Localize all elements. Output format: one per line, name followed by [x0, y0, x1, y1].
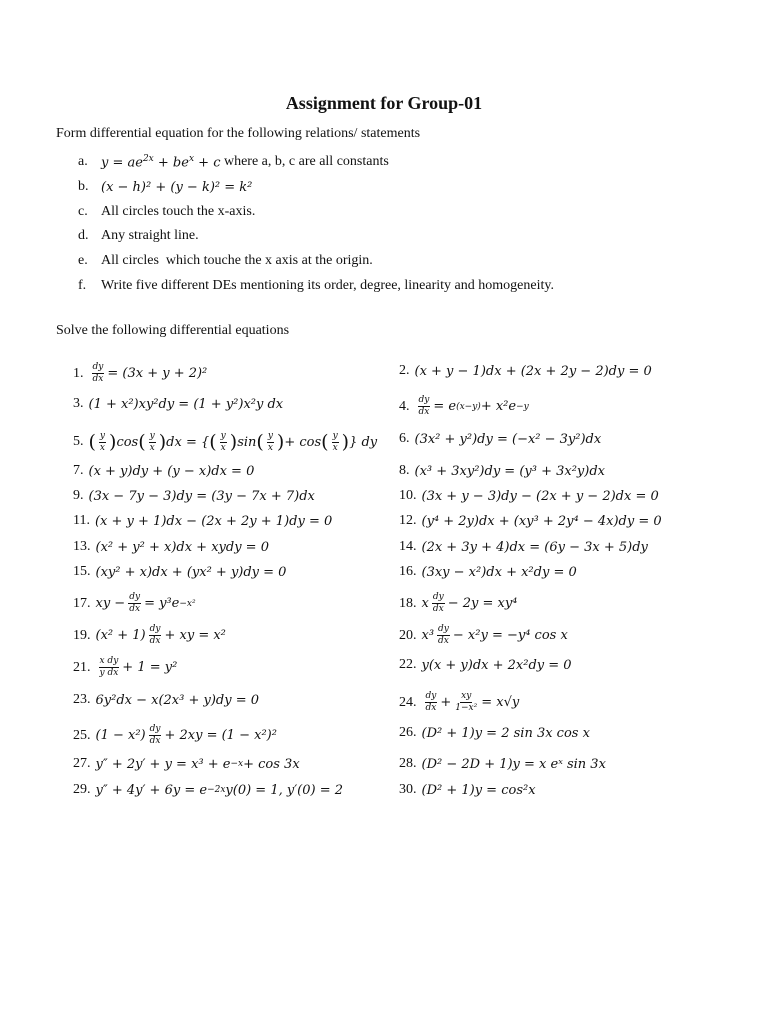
equation-item — [399, 657, 572, 673]
equation-expression: ( $\frac{y}{x}$ ) cos ( $\frac{y}{x}$ ) dx = { ( $\frac{y}{x}$ ) sin ( $\frac{y}{x}$ ) + cos ( $\frac{y}{x}$ ) } dy — [88, 430, 378, 453]
solve-intro: Solve the following differential equations — [56, 323, 290, 338]
relation-label: e. — [78, 253, 88, 269]
equation-number: 24. — [399, 694, 417, 710]
equation-item — [399, 396, 529, 417]
equation-number: 25. — [73, 727, 91, 743]
equation-item — [73, 488, 315, 504]
equation-number: 2. — [399, 363, 410, 378]
equation-expression: y″ + 2y′ + y = x³ + e −x + cos 3x — [95, 756, 300, 772]
equation-number: 8. — [399, 463, 410, 478]
relation-label: b. — [78, 179, 89, 195]
fraction: $\frac{y}{x}$ — [99, 430, 106, 453]
equation-item — [399, 692, 519, 713]
equation-number: 30. — [399, 782, 417, 797]
fraction: $\frac{xy}{\text{1−x²}}$ — [455, 691, 478, 713]
equation-number: 12. — [399, 513, 417, 528]
fraction: $\frac{dy}{dx}$ — [92, 362, 104, 384]
relation-math: (x − h)² + (y − k)² = k² — [101, 179, 253, 195]
equation-expression: (1 + x²)xy²dy = (1 + y²)x²y dx — [88, 396, 284, 412]
equation-item — [399, 488, 659, 504]
equation-item — [73, 396, 283, 412]
equation-item — [399, 363, 652, 379]
equation-item — [399, 431, 601, 447]
fraction: $\frac{y}{x}$ — [149, 430, 155, 453]
equation-expression: $\frac{dy}{dx}$ = (3x + y + 2)² — [92, 362, 208, 384]
relation-math: $y = ae^{2x} + be^x + c$ — [101, 154, 221, 171]
equation-item — [73, 564, 286, 580]
equation-number: 1. — [73, 365, 84, 381]
equation-item — [73, 725, 277, 746]
equation-item — [73, 625, 226, 646]
equation-number: 4. — [399, 398, 410, 414]
equation-expression: x³ $\frac{dy}{dx}$ − x²y = −y⁴ cos x — [421, 624, 568, 646]
equation-expression: (D² + 1)y = cos²x — [421, 782, 536, 798]
relation-text: All circles which touche the x axis at the origin. — [101, 253, 373, 269]
fraction: $\frac{y}{x}$ — [220, 430, 226, 453]
equation-number: 22. — [399, 657, 417, 672]
fraction: $\frac{dy}{dx}$ — [418, 395, 430, 417]
equation-expression: (x + y)dy + (y − x)dx = 0 — [88, 463, 255, 479]
equation-expression: $\frac{dy}{dx}$ + $\frac{xy}{\text{1−x²}}$ = x√y — [425, 691, 520, 713]
equation-number: 28. — [399, 756, 417, 771]
equation-item — [73, 782, 343, 798]
relation-label: d. — [78, 228, 89, 244]
equation-expression: (3x² + y²)dy = (−x² − 3y²)dx — [414, 431, 602, 447]
equation-item — [73, 692, 259, 708]
relation-label: a. — [78, 154, 88, 170]
equation-number: 27. — [73, 756, 91, 771]
equation-expression: (x² + y² + x)dx + xydy = 0 — [95, 539, 269, 555]
equation-number: 21. — [73, 659, 91, 675]
equation-number: 19. — [73, 627, 91, 643]
equation-item — [73, 539, 269, 555]
equation-expression: (3xy − x²)dx + x²dy = 0 — [421, 564, 577, 580]
equation-expression: (xy² + x)dx + (yx² + y)dy = 0 — [95, 564, 287, 580]
relation-label: c. — [78, 203, 88, 219]
relation-text: where a, b, c are all constants — [220, 154, 389, 170]
relation-label: f. — [78, 277, 87, 293]
equation-expression: (x² + 1) $\frac{dy}{dx}$ + xy = x² — [95, 624, 226, 646]
equation-expression: (3x − 7y − 3)dy = (3y − 7x + 7)dx — [88, 488, 315, 504]
equation-expression: (1 − x²) $\frac{dy}{dx}$ + 2xy = (1 − x²)² — [95, 724, 277, 746]
fraction: $\frac{y}{x}$ — [267, 430, 273, 453]
equation-expression: (D² − 2D + 1)y = x eˣ sin 3x — [421, 756, 606, 772]
equation-item — [399, 539, 648, 555]
fraction: $\frac{dy}{dx}$ — [432, 592, 444, 614]
relation-item — [78, 273, 554, 298]
equation-expression: (2x + 3y + 4)dx = (6y − 3x + 5)dy — [421, 539, 648, 555]
equation-item — [399, 782, 536, 798]
equation-item — [73, 431, 377, 453]
equation-item — [73, 593, 196, 614]
equation-expression: (x³ + 3xy²)dy = (y³ + 3x²y)dx — [414, 463, 605, 479]
equation-item — [399, 564, 577, 580]
equation-item — [399, 725, 590, 741]
fraction: $\frac{dy}{dx}$ — [129, 592, 141, 614]
relation-item — [78, 224, 554, 249]
page-title: Assignment for Group-01 — [285, 93, 483, 113]
equation-item — [399, 625, 568, 646]
equation-item — [399, 463, 605, 479]
equation-item — [73, 363, 207, 384]
equation-expression: 6y²dx − x(2x³ + y)dy = 0 — [95, 692, 260, 708]
equation-expression: (x + y + 1)dx − (2x + 2y + 1)dy = 0 — [94, 513, 333, 529]
relation-item — [78, 249, 554, 274]
relation-item — [78, 175, 554, 200]
equation-expression: $\frac{dy}{dx}$ = e (x−y) + x²e −y — [418, 395, 529, 417]
equation-item — [399, 756, 606, 772]
equation-item — [399, 593, 517, 614]
relation-text: Write five different DEs mentioning its order, degree, linearity and homogeneity. — [101, 277, 554, 293]
equation-number: 3. — [73, 396, 84, 411]
equation-number: 17. — [73, 595, 91, 611]
equation-expression: $\frac{\text{x dy}}{\text{y dx}}$ + 1 = y² — [99, 656, 178, 678]
equation-number: 13. — [73, 539, 91, 554]
equation-number: 14. — [399, 539, 417, 554]
relation-text: All circles touch the x-axis. — [101, 203, 256, 219]
equation-expression: (D² + 1)y = 2 sin 3x cos x — [421, 725, 590, 741]
equation-number: 5. — [73, 434, 84, 449]
equation-item — [73, 513, 332, 529]
equation-expression: (y⁴ + 2y)dx + (xy³ + 2y⁴ − 4x)dy = 0 — [421, 513, 662, 529]
relations-intro: Form differential equation for the following relations/ statements — [56, 126, 421, 141]
equation-number: 23. — [73, 692, 91, 707]
equation-number: 11. — [73, 513, 90, 528]
fraction: $\frac{dy}{dx}$ — [438, 624, 449, 646]
equation-expression: xy − $\frac{dy}{dx}$ = y³e −x² — [95, 592, 196, 614]
fraction: $\frac{dy}{dx}$ — [149, 624, 161, 646]
equation-number: 16. — [399, 564, 417, 579]
equation-number: 10. — [399, 488, 417, 503]
equation-number: 26. — [399, 725, 417, 740]
relation-item — [78, 199, 554, 224]
fraction: $\frac{dy}{dx}$ — [149, 724, 161, 746]
equation-expression: y(x + y)dx + 2x²dy = 0 — [421, 657, 572, 673]
equation-number: 15. — [73, 564, 91, 579]
relation-item — [78, 150, 554, 175]
equation-number: 18. — [399, 595, 417, 611]
fraction: $\frac{y}{x}$ — [332, 430, 338, 453]
fraction: $\frac{dy}{dx}$ — [425, 691, 437, 713]
equation-expression: (3x + y − 3)dy − (2x + y − 2)dx = 0 — [421, 488, 659, 504]
equation-item — [399, 513, 662, 529]
equation-expression: x $\frac{dy}{dx}$ − 2y = xy⁴ — [421, 592, 518, 614]
relation-text: Any straight line. — [101, 228, 199, 244]
relations-list — [78, 150, 554, 298]
equation-expression: y″ + 4y′ + 6y = e −2x y(0) = 1, y′(0) = 2 — [95, 782, 343, 798]
equation-number: 20. — [399, 627, 417, 643]
equation-number: 6. — [399, 431, 410, 446]
equation-item — [73, 657, 177, 678]
equation-expression: (x + y − 1)dx + (2x + 2y − 2)dy = 0 — [414, 363, 652, 379]
equation-item — [73, 463, 254, 479]
equation-number: 29. — [73, 782, 91, 797]
fraction: $\frac{\text{x dy}}{\text{y dx}}$ — [99, 656, 119, 678]
equation-item — [73, 756, 300, 772]
equation-number: 7. — [73, 463, 84, 478]
equation-number: 9. — [73, 488, 84, 503]
